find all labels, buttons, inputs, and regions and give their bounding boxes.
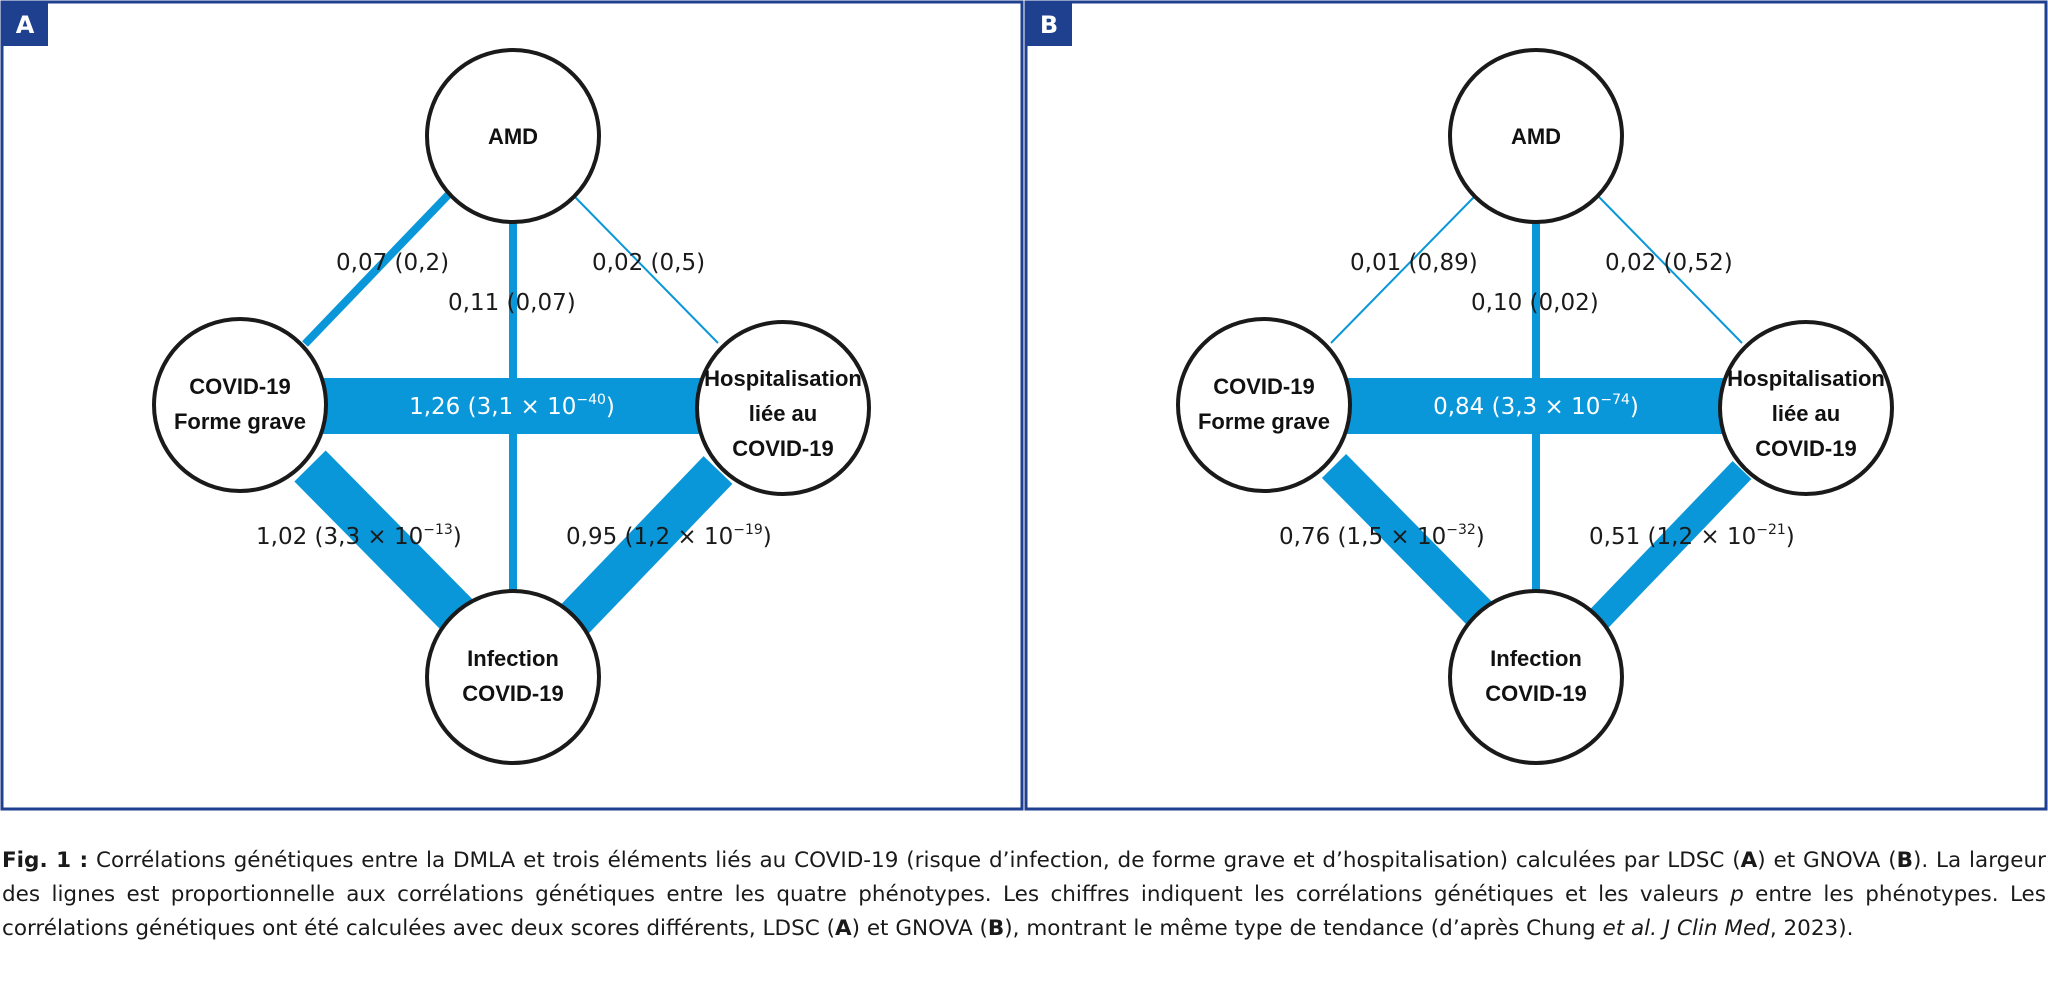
node-label-line1: Hospitalisation: [1727, 366, 1885, 391]
p-value-mantissa: (1,2 × 10: [624, 524, 734, 550]
node-label-line2: liée au: [748, 401, 818, 426]
p-value: (0,07): [506, 290, 576, 316]
p-value-exponent: −40: [576, 392, 606, 408]
p-value-mantissa: (1,2 × 10: [1647, 524, 1757, 550]
p-value-mantissa: (3,3 × 10: [314, 524, 424, 550]
caption-ref-b: B: [1896, 848, 1913, 873]
p-value-exponent: −32: [1446, 522, 1476, 538]
caption-ref-b-2: B: [987, 916, 1005, 941]
node-label-line1: Infection: [467, 646, 559, 671]
node-circle: [427, 591, 599, 763]
caption-p-symbol: p: [1730, 882, 1744, 907]
panel-a: [2, 2, 1022, 809]
p-value-exponent: −13: [423, 522, 453, 538]
caption-text-7: , 2023).: [1769, 916, 1854, 941]
p-value: (0,2): [394, 250, 450, 276]
caption-text-4: entre les phénotypes. Les corrélations génétiques ont été calculées avec deux scores différents, LDSC (: [2, 882, 2046, 941]
p-value-mantissa: (1,5 × 10: [1337, 524, 1447, 550]
node-amd: [1450, 50, 1622, 222]
node-circle: [154, 319, 326, 491]
corr-value: 0,02: [1605, 250, 1657, 276]
node-covid-infection: [1450, 591, 1622, 763]
panel-b: [1026, 2, 2046, 809]
node-covid-hospitalisation: [1720, 322, 1892, 494]
corr-value: 0,02: [592, 250, 644, 276]
node-covid-hospitalisation: [697, 322, 869, 494]
p-value-exponent: −74: [1600, 392, 1630, 408]
caption-ref-a: A: [1740, 848, 1758, 873]
p-value: (0,02): [1529, 290, 1599, 316]
node-covid-severe: [154, 319, 326, 491]
caption-citation: et al. J Clin Med: [1602, 916, 1770, 941]
p-value: (0,52): [1663, 250, 1733, 276]
edge-label-amd-hosp: [1605, 250, 1733, 276]
node-covid-infection: [427, 591, 599, 763]
node-label-line3: COVID-19: [1755, 436, 1857, 461]
p-value: (0,89): [1408, 250, 1478, 276]
edge-label-amd-severe: [336, 250, 449, 276]
p-value-close: ): [1629, 394, 1639, 420]
corr-value: 0,51: [1589, 524, 1641, 550]
node-label: AMD: [487, 124, 539, 149]
edge-label-severe-infection: [256, 522, 462, 550]
corr-value: 0,95: [566, 524, 618, 550]
p-value-mantissa: (3,3 × 10: [1491, 394, 1601, 420]
caption-text-5: ) et GNOVA (: [851, 916, 988, 941]
edge-label-amd-hosp: [592, 250, 705, 276]
corr-value: 1,02: [256, 524, 308, 550]
p-value: (0,5): [650, 250, 706, 276]
node-label-line1: COVID-19: [1213, 374, 1315, 399]
edge-label-amd-infection: [1471, 290, 1599, 316]
p-value-close: ): [1475, 524, 1485, 550]
p-value-close: ): [1785, 524, 1795, 550]
corr-value: 0,11: [448, 290, 500, 316]
p-value-close: ): [605, 394, 615, 420]
node-circle: [1178, 319, 1350, 491]
node-label-line3: COVID-19: [732, 436, 834, 461]
caption-text-3: ). La largeur des lignes est proportionnelle aux corrélations génétiques entre les quatre phénotypes. Les chiffres indiquent les corrélations génétiques et les valeurs: [2, 848, 2046, 907]
node-label-line2: COVID-19: [462, 681, 564, 706]
p-value-close: ): [762, 524, 772, 550]
corr-value: 1,26: [409, 394, 461, 420]
node-amd: [427, 50, 599, 222]
node-label: AMD: [1510, 124, 1562, 149]
panel-b-badge-label: B: [1039, 11, 1059, 39]
p-value-close: ): [452, 524, 462, 550]
corr-value: 0,76: [1279, 524, 1331, 550]
panel-a-badge-label: A: [15, 11, 35, 39]
p-value-exponent: −21: [1756, 522, 1786, 538]
corr-value: 0,10: [1471, 290, 1523, 316]
corr-value: 0,84: [1433, 394, 1485, 420]
edge-label-hosp-infection: [566, 522, 772, 550]
node-label-line1: COVID-19: [189, 374, 291, 399]
edge-label-hosp-infection: [1589, 522, 1795, 550]
figure-number: Fig. 1 :: [2, 848, 89, 873]
edge-label-amd-severe: [1350, 250, 1478, 276]
caption-text-2: ) et GNOVA (: [1757, 848, 1897, 873]
node-covid-severe: [1178, 319, 1350, 491]
corr-value: 0,07: [336, 250, 388, 276]
node-label-line1: Infection: [1490, 646, 1582, 671]
p-value-exponent: −19: [733, 522, 763, 538]
node-label-line2: Forme grave: [173, 409, 307, 434]
figure-caption: [2, 844, 2046, 946]
edge-label-severe-infection: [1279, 522, 1485, 550]
caption-ref-a-2: A: [834, 916, 852, 941]
caption-text-1: Corrélations génétiques entre la DMLA et trois éléments liés au COVID-19 (risque d’infection, de forme grave et d’hospitalisation) calculées par LDSC (: [88, 848, 1741, 873]
node-label-line1: Hospitalisation: [704, 366, 862, 391]
p-value-mantissa: (3,1 × 10: [467, 394, 577, 420]
node-label-line2: liée au: [1771, 401, 1841, 426]
caption-text-6: ), montrant le même type de tendance (d’après Chung: [1004, 916, 1603, 941]
edge-label-amd-infection: [448, 290, 576, 316]
node-label-line2: Forme grave: [1197, 409, 1331, 434]
node-label-line2: COVID-19: [1485, 681, 1587, 706]
corr-value: 0,01: [1350, 250, 1402, 276]
node-circle: [1450, 591, 1622, 763]
